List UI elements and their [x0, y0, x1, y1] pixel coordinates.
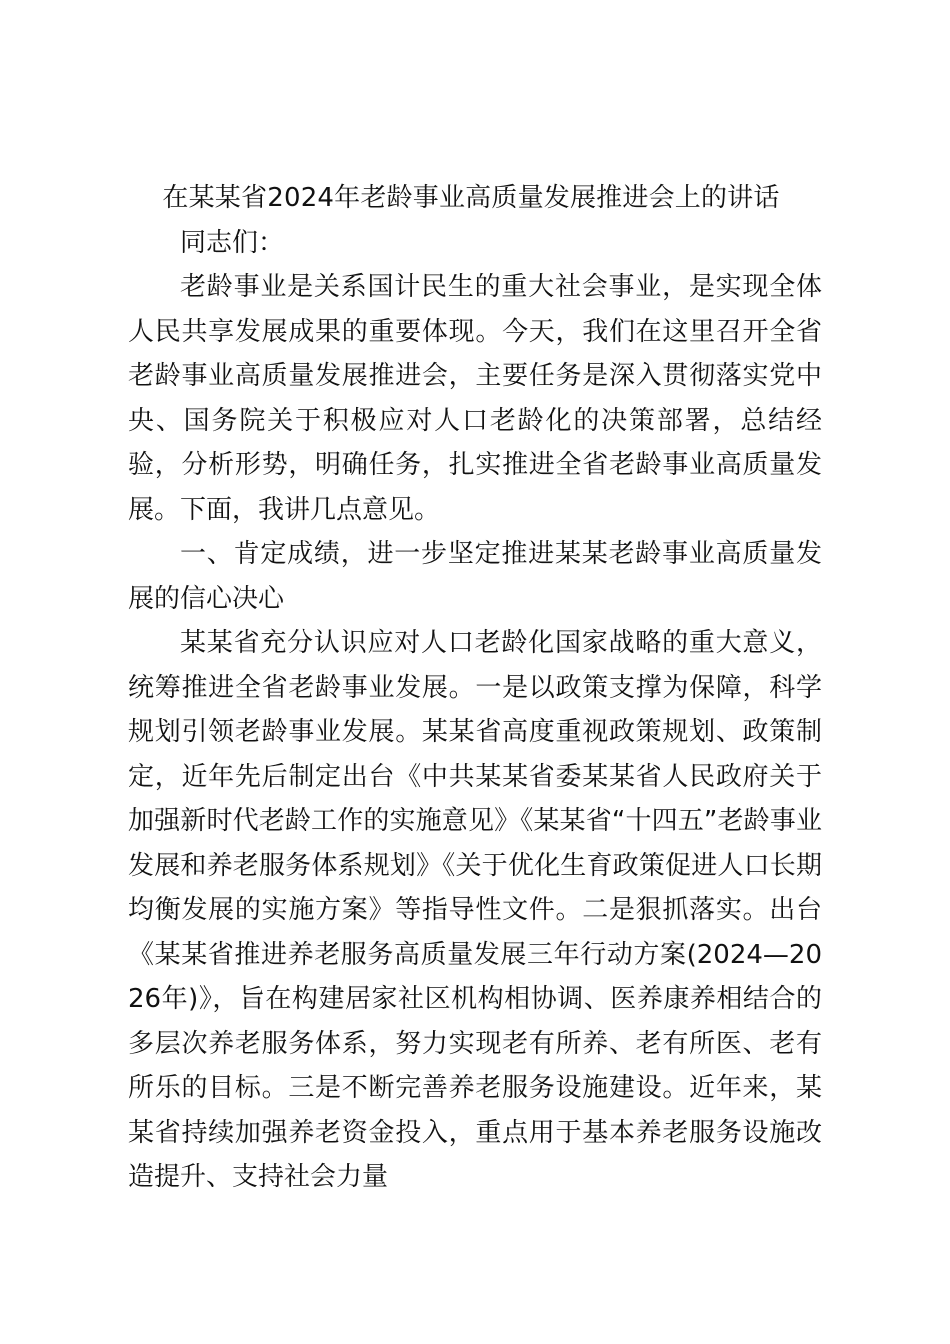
- document-body: [128, 176, 822, 1200]
- intro-paragraph: 老龄事业是关系国计民生的重大社会事业，是实现全体人民共享发展成果的重要体现。今天，我们在这里召开全省老龄事业高质量发展推进会，主要任务是深入贯彻落实党中央、国务院关于积极应对人口老龄化的决策部署，总结经验，分析形势，明确任务，扎实推进全省老龄事业高质量发展。下面，我讲几点意见。: [128, 272, 822, 525]
- salutation: 同志们：: [180, 227, 285, 258]
- section-1-paragraph: 某某省充分认识应对人口老龄化国家战略的重大意义，统筹推进全省老龄事业发展。一是以政策支撑为保障，科学规划引领老龄事业发展。某某省高度重视政策规划、政策制定，近年先后制定出台《中共某某省委某某省人民政府关于加强新时代老龄工作的实施意见》《某某省“十四五”老龄事业发展和养老服务体系规划》《关于优化生育政策促进人口长期均衡发展的实施方案》等指导性文件。二是狠抓落实。出台《某某省推进养老服务高质量发展三年行动方案(2024—2026年)》，旨在构建居家社区机构相协调、医养康养相结合的多层次养老服务体系，努力实现老有所养、老有所医、老有所乐的目标。三是不断完善养老服务设施建设。近年来，某某省持续加强养老资金投入，重点用于基本养老服务设施改造提升、支持社会力量: [128, 628, 822, 1192]
- document-title: 在某某省2024年老龄事业高质量发展推进会上的讲话: [162, 183, 780, 213]
- section-1-heading: 一、肯定成绩，进一步坚定推进某某老龄事业高质量发展的信心决心: [128, 539, 822, 614]
